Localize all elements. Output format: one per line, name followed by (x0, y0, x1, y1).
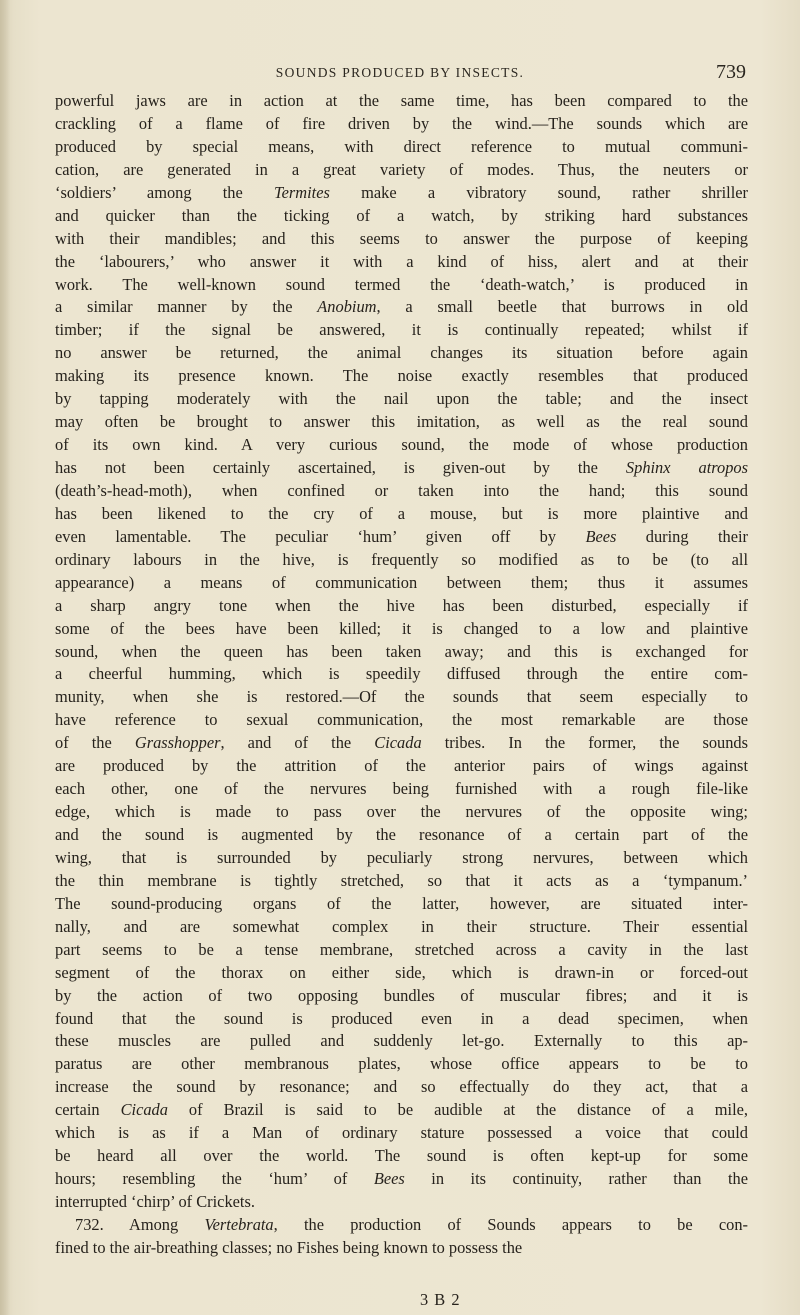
text-line: a cheerful humming, which is speedily diffused through the entire com- (55, 664, 748, 684)
text-line: with their mandibles; and this seems to answer the purpose of keeping (55, 228, 748, 248)
text-line: segment of the thorax on either side, which is drawn-in or forced-out (55, 962, 748, 982)
text-line: sound, when the queen has been taken away; and this is exchanged for (55, 641, 748, 661)
text-line: are produced by the attrition of the anterior pairs of wings against (55, 756, 748, 776)
text-line: the thin membrane is tightly stretched, so that it acts as a ‘tympanum.’ (55, 870, 748, 890)
text-line: 732. Among Vertebrata, the production of Sounds appears to be con- (75, 1214, 748, 1234)
text-line: a similar manner by the Anobium, a small beetle that burrows in old (55, 297, 748, 317)
text-line: be heard all over the world. The sound is often kept-up for some (55, 1146, 748, 1166)
text-line: the ‘labourers,’ who answer it with a kind of hiss, alert and at their (55, 251, 748, 271)
text-line: The sound-producing organs of the latter, however, are situated inter- (55, 893, 748, 913)
binding-shadow (0, 0, 10, 1315)
text-line: making its presence known. The noise exactly resembles that produced (55, 366, 748, 386)
body-text (55, 90, 748, 1260)
text-line: increase the sound by resonance; and so effectually do they act, that a (55, 1077, 748, 1097)
text-line: ordinary labours in the hive, is frequently so modified as to be (to all (55, 549, 748, 569)
text-line: by tapping moderately with the nail upon the table; and the insect (55, 389, 748, 409)
text-line: ‘soldiers’ among the Termites make a vibratory sound, rather shriller (55, 182, 748, 202)
text-line: paratus are other membranous plates, whose office appears to be to (55, 1054, 748, 1074)
text-line: munity, when she is restored.—Of the sounds that seem especially to (55, 687, 748, 707)
text-line: may often be brought to answer this imitation, as well as the real sound (55, 412, 748, 432)
text-line: powerful jaws are in action at the same time, has been compared to the (55, 91, 748, 110)
signature-mark: 3 B 2 (420, 1290, 461, 1309)
text-line: produced by special means, with direct reference to mutual communi- (55, 136, 748, 156)
text-line: certain Cicada of Brazil is said to be audible at the distance of a mile, (55, 1100, 748, 1120)
text-line: and quicker than the ticking of a watch, by striking hard substances (55, 205, 748, 225)
text-line: these muscles are pulled and suddenly let-go. Externally to this ap- (55, 1031, 748, 1051)
text-line: by the action of two opposing bundles of muscular fibres; and it is (55, 985, 748, 1005)
text-line: (death’s-head-moth), when confined or taken into the hand; this sound (55, 480, 748, 500)
text-line: has been likened to the cry of a mouse, but is more plaintive and (55, 503, 748, 523)
text-line: cation, are generated in a great variety of modes. Thus, the neuters or (55, 159, 748, 179)
text-line: nally, and are somewhat complex in their structure. Their essential (55, 916, 748, 936)
text-line: has not been certainly ascertained, is given-out by the Sphinx atropos (55, 458, 748, 477)
text-line: a sharp angry tone when the hive has been disturbed, especially if (55, 595, 748, 615)
text-line: part seems to be a tense membrane, stretched across a cavity in the last (55, 939, 748, 959)
text-line: edge, which is made to pass over the nervures of the opposite wing; (55, 802, 748, 822)
text-line: work. The well-known sound termed the ‘death-watch,’ is produced in (55, 274, 748, 294)
text-line: crackling of a flame of fire driven by the wind.—The sounds which are (55, 113, 748, 133)
text-line: some of the bees have been killed; it is changed to a low and plaintive (55, 618, 748, 638)
text-line: which is as if a Man of ordinary stature possessed a voice that could (55, 1123, 748, 1143)
running-head (0, 61, 800, 85)
text-line: no answer be returned, the animal changes its situation before again (55, 343, 748, 363)
text-line: of the Grasshopper, and of the Cicada tribes. In the former, the sounds (55, 733, 748, 753)
page-number: 739 (716, 61, 746, 83)
text-line: interrupted ‘chirp’ of Crickets. (55, 1192, 255, 1211)
running-head-title: SOUNDS PRODUCED BY INSECTS. (275, 65, 525, 80)
text-line: found that the sound is produced even in a dead specimen, when (55, 1008, 748, 1028)
text-line: even lamentable. The peculiar ‘hum’ given off by Bees during their (55, 526, 748, 546)
text-line: timber; if the signal be answered, it is continually repeated; whilst if (55, 320, 748, 340)
text-line: hours; resembling the ‘hum’ of Bees in its continuity, rather than the (55, 1169, 748, 1189)
text-line: and the sound is augmented by the resonance of a certain part of the (55, 825, 748, 844)
text-line: have reference to sexual communication, the most remarkable are those (55, 710, 748, 730)
text-line: each other, one of the nervures being furnished with a rough file-like (55, 779, 748, 799)
text-line: wing, that is surrounded by peculiarly strong nervures, between which (55, 847, 748, 867)
text-line: of its own kind. A very curious sound, the mode of whose production (55, 435, 748, 455)
text-line: appearance) a means of communication between them; thus it assumes (55, 572, 748, 592)
text-line: fined to the air-breathing classes; no Fishes being known to possess the (55, 1237, 523, 1257)
